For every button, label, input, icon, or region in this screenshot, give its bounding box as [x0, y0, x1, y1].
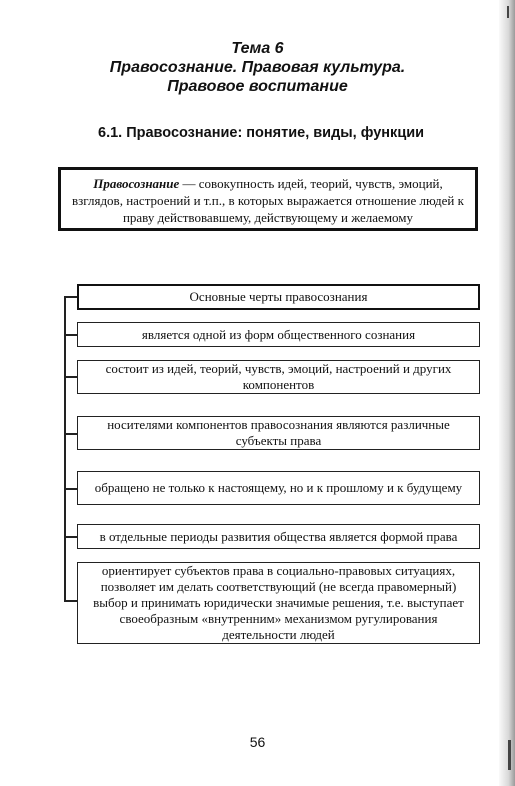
feature-box	[77, 562, 480, 644]
feature-box	[77, 471, 480, 505]
section-heading: 6.1. Правосознание: понятие, виды, функции	[98, 125, 425, 141]
diagram-connector-tick	[64, 376, 77, 378]
edge-mark	[507, 6, 509, 18]
feature-text: обращено не только к настоящему, но и к прошлому и к будущему	[94, 480, 463, 495]
diagram-connector-tick	[64, 334, 77, 336]
diagram-connector-tick	[64, 296, 77, 298]
diagram-header-box	[77, 284, 480, 310]
topic-title-line1: Правосознание. Правовая культура.	[109, 59, 406, 76]
topic-title-line2: Правовое воспитание	[167, 78, 348, 95]
definition-text: — совокупность идей, теорий, чувств, эмоций, взглядов, настроений и т.п., в которых выражается отношение людей к праву действовавшему, действующему и желаемому	[72, 176, 464, 225]
topic-number: Тема 6	[231, 40, 284, 57]
feature-text: состоит из идей, теорий, чувств, эмоций, настроений и других компонентов	[105, 361, 452, 392]
page-number: 56	[249, 734, 266, 750]
definition-box	[58, 167, 478, 231]
diagram-connector-tick	[64, 488, 77, 490]
feature-box	[77, 360, 480, 394]
definition-term: Правосознание	[93, 176, 180, 191]
feature-text: носителями компонентов правосознания являются различные субъекты права	[107, 417, 450, 448]
feature-box	[77, 416, 480, 450]
page-edge-shadow	[499, 0, 515, 786]
feature-box	[77, 524, 480, 549]
feature-text: в отдельные периоды развития общества является формой права	[99, 528, 458, 544]
diagram-connector-tick	[64, 600, 77, 602]
diagram-connector-tick	[64, 433, 77, 435]
diagram-connector-line	[64, 296, 66, 600]
diagram-header-text: Основные черты правосознания	[189, 289, 368, 304]
feature-box	[77, 322, 480, 347]
feature-text: ориентирует субъектов права в социально-правовых ситуациях, позволяет им делать соответствующий (не всегда правомерный) выбор и принимать юридически значимые решения, т.е. выступает своеобразным «внутренним» механизмом ругулирования деятельности людей	[93, 563, 464, 642]
diagram-connector-tick	[64, 536, 77, 538]
feature-text: является одной из форм общественного сознания	[141, 326, 416, 342]
